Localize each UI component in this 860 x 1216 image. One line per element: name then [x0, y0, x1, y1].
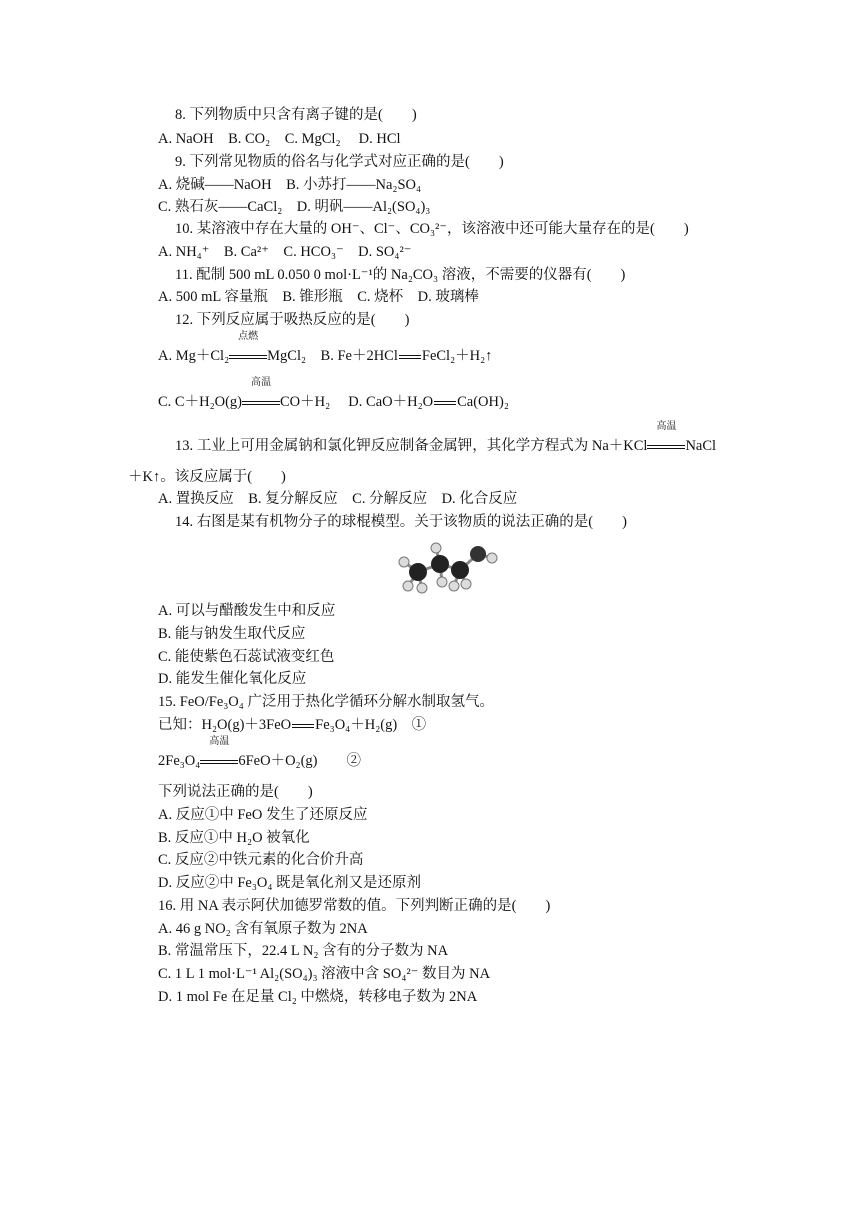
q15-stem: 15. FeO/Fe₃O₄ 广泛用于热化学循环分解水制取氢气。 — [158, 694, 494, 710]
q8-stem: 8. 下列物质中只含有离子键的是( ) — [175, 107, 417, 123]
q12-options-cd: C. C＋H₂O(g) 高温 CO＋H₂ D. CaO＋H₂O Ca(OH)₂ — [158, 377, 509, 410]
q12-options-ab: A. Mg＋Cl₂ 点燃 MgCl₂ B. Fe＋2HCl FeCl₂＋H₂↑ — [158, 331, 493, 364]
q16-option-d: D. 1 mol Fe 在足量 Cl₂ 中燃烧，转移电子数为 2NA — [158, 989, 478, 1005]
q15-option-a: A. 反应①中 FeO 发生了还原反应 — [158, 807, 368, 823]
q9-options-row1: A. 烧碱——NaOH B. 小苏打——Na₂SO₄ — [158, 177, 422, 193]
q10-stem: 10. 某溶液中存在大量的 OH⁻、Cl⁻、CO₃²⁻，该溶液中还可能大量存在的是( ) — [175, 221, 689, 237]
q16-stem: 16. 用 NA 表示阿伏加德罗常数的值。下列判断正确的是( ) — [158, 898, 551, 914]
reaction-condition: 高温 — [200, 752, 238, 770]
q12-option-b: B. Fe＋2HCl — [320, 348, 398, 364]
q13-stem: 13. 工业上可用金属钠和氯化钾反应制备金属钾，其化学方程式为 Na＋KCl 高温 NaCl — [175, 421, 717, 454]
q15-option-c: C. 反应②中铁元素的化合价升高 — [158, 852, 364, 868]
q12-stem: 12. 下列反应属于吸热反应的是( ) — [175, 312, 410, 328]
q11-options: A. 500 mL 容量瓶 B. 锥形瓶 C. 烧杯 D. 玻璃棒 — [158, 289, 479, 305]
q13-options: A. 置换反应 B. 复分解反应 C. 分解反应 D. 化合反应 — [158, 491, 518, 507]
q9-stem: 9. 下列常见物质的俗名与化学式对应正确的是( ) — [175, 154, 504, 170]
q16-option-c: C. 1 L 1 mol·L⁻¹ Al₂(SO₄)₃ 溶液中含 SO₄²⁻ 数目为 NA — [158, 966, 491, 982]
q15-equation-1: 已知：H₂O(g)＋3FeO Fe₃O₄＋H₂(g) ① — [158, 717, 427, 733]
q12-option-c: C. C＋H₂O(g) — [158, 394, 242, 410]
q12-option-d: D. CaO＋H₂O — [348, 394, 434, 410]
q9-options-row2: C. 熟石灰——CaCl₂ D. 明矾——Al₂(SO₄)₃ — [158, 199, 431, 215]
q8-options: A. NaOH B. CO₂ C. MgCl₂ D. HCl — [158, 131, 401, 147]
q12-option-a: A. Mg＋Cl₂ — [158, 348, 230, 364]
q15-equation-2: 2Fe₃O₄ 高温 6FeO＋O₂(g) ② — [158, 736, 361, 769]
reaction-condition: 高温 — [647, 437, 685, 455]
q16-option-b: B. 常温常压下，22.4 L N₂ 含有的分子数为 NA — [158, 943, 449, 959]
q14-option-c: C. 能使紫色石蕊试液变红色 — [158, 649, 335, 665]
reaction-condition: 点燃 — [229, 347, 267, 365]
q13-continuation: ＋K↑。该反应属于( ) — [128, 469, 286, 485]
q14-stem: 14. 右图是某有机物分子的球棍模型。关于该物质的说法正确的是( ) — [175, 514, 627, 530]
reaction-condition: 高温 — [242, 393, 280, 411]
q10-options: A. NH₄⁺ B. Ca²⁺ C. HCO₃⁻ D. SO₄²⁻ — [158, 244, 412, 260]
q14-option-b: B. 能与钠发生取代反应 — [158, 626, 306, 642]
q16-option-a: A. 46 g NO₂ 含有氧原子数为 2NA — [158, 921, 368, 937]
q14-option-d: D. 能发生催化氧化反应 — [158, 671, 307, 687]
q11-stem: 11. 配制 500 mL 0.050 0 mol·L⁻¹的 Na₂CO₃ 溶液，不需要的仪器有( ) — [175, 267, 626, 283]
q15-option-b: B. 反应①中 H₂O 被氧化 — [158, 830, 310, 846]
q15-question: 下列说法正确的是( ) — [158, 784, 313, 800]
q15-option-d: D. 反应②中 Fe₃O₄ 既是氧化剂又是还原剂 — [158, 875, 422, 891]
ball-and-stick-molecule-image — [390, 540, 500, 600]
q14-option-a: A. 可以与醋酸发生中和反应 — [158, 603, 336, 619]
